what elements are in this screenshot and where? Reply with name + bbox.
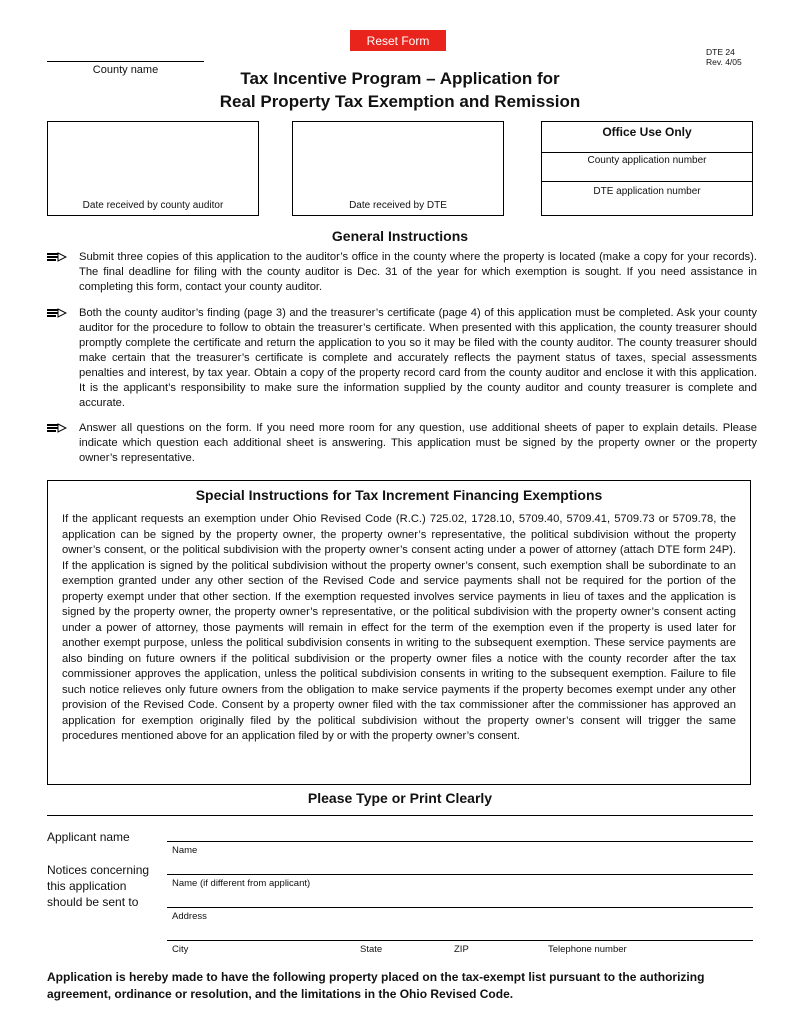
- form-code: DTE 24: [706, 47, 735, 57]
- pointing-hand-icon: [47, 252, 67, 262]
- notices-label: [47, 862, 149, 910]
- applicant-name-field[interactable]: [167, 841, 753, 842]
- pointing-hand-icon: [47, 423, 67, 433]
- closing-statement: Application is hereby made to have the following property placed on the tax-exempt list pursuant to the authorizing agreement, ordinance or resolution, and the limitations in the Ohio Revised Code.: [47, 970, 705, 1001]
- county-application-number-label: County application number: [587, 155, 707, 166]
- city-field-label: City: [172, 944, 189, 955]
- dte-application-number-label: DTE application number: [593, 186, 701, 197]
- instruction-text: Submit three copies of this application to the auditor’s office in the county where the property is located (make a copy for your records). The final deadline for filing with the county auditor is Dec. 31 of the year for which exemption is sought. If you need assistance in completing this form, contact your county auditor.: [79, 251, 757, 293]
- name-field-label: Name: [172, 845, 198, 856]
- instruction-item: [47, 250, 757, 295]
- instruction-text: Answer all questions on the form. If you need more room for any question, use additional sheets of paper to explain details. Please indicate which question each additional sheet is answering. This application must be signed by the property owner or the property owner’s representative.: [79, 422, 757, 464]
- section-divider: [47, 815, 753, 816]
- county-name-label: County name: [92, 64, 159, 76]
- instruction-item: [47, 306, 757, 411]
- title-line-2: Real Property Tax Exemption and Remission: [219, 92, 581, 111]
- special-instructions-box: [47, 480, 751, 785]
- notice-name-field[interactable]: [167, 874, 753, 875]
- date-received-dte-box[interactable]: [292, 121, 504, 216]
- city-state-zip-phone-field[interactable]: [167, 940, 753, 941]
- zip-field-label: ZIP: [454, 944, 469, 955]
- applicant-name-label: Applicant name: [47, 830, 130, 844]
- title-line-1: Tax Incentive Program – Application for: [240, 69, 560, 88]
- county-application-number-field[interactable]: [542, 152, 752, 182]
- special-instructions-title: Special Instructions for Tax Increment Financing Exemptions: [195, 487, 603, 503]
- notices-label-line: should be sent to: [47, 895, 139, 909]
- date-received-county-auditor-label: Date received by county auditor: [82, 200, 224, 211]
- form-revision: Rev. 4/05: [706, 57, 742, 67]
- date-received-county-auditor-box[interactable]: [47, 121, 259, 216]
- dte-application-number-field[interactable]: [542, 183, 752, 197]
- state-field-label: State: [360, 944, 383, 955]
- form-identifier: [706, 47, 742, 67]
- address-field-label: Address: [172, 911, 207, 922]
- county-name-field[interactable]: [47, 61, 204, 62]
- office-use-title: Office Use Only: [542, 122, 752, 153]
- special-instructions-body: If the applicant requests an exemption under Ohio Revised Code (R.C.) 725.02, 1728.10, 5709.40, 5709.41, 5709.73 or 5709.78, the application can be signed by the property owner, the property owner’s representative, the political subdivision without the property owner’s consent, or the political subdivision with the property owner’s consent acting under a power of attorney (attach DTE form 24P). If the application is signed by the political subdivision without the property owner’s consent, such exemption shall be subordinate to an exemption granted under any other section of the Revised Code and service payments shall not be required for the portion of the property exempt under that other section. If the exemption requested involves service payments in lieu of taxes and the application is signed by the property owner, the property owner’s representative, or the political subdivision with the property owner’s consent acting under a power of attorney, those payments will remain in effect for the term of the exemption even if the property is used later for another exempt purpose, unless the political subdivision consents in writing to the subsequent exemption. These service payments are also binding on future owners if the political subdivision or the property owner files a notice with the county recorder after the tax commissioner approves the application, unless the political subdivision consents in writing to the subsequent exemption. Failure to file such notice relieves only future owners from the obligation to make service payments if the property becomes exempt under any other provision of the Revised Code. Consent by a property owner filed with the tax commissioner after the commissioner has approved an application for exemption originally filed by the political subdivision without the property owner’s consent will trigger the same procedures mentioned above for an application filed by or with the property owner’s consent.: [62, 513, 736, 742]
- notices-label-line: this application: [47, 879, 127, 893]
- date-received-dte-label: Date received by DTE: [349, 200, 447, 211]
- notices-label-line: Notices concerning: [47, 863, 150, 877]
- pointing-hand-icon: [47, 308, 67, 318]
- telephone-field-label: Telephone number: [548, 944, 627, 955]
- address-field[interactable]: [167, 907, 753, 908]
- name-alt-field-label: Name (if different from applicant): [172, 878, 311, 889]
- office-use-box: [541, 121, 753, 216]
- page-title: [180, 67, 620, 113]
- general-instructions-title: General Instructions: [331, 228, 469, 244]
- reset-form-button[interactable]: Reset Form: [350, 30, 446, 51]
- instruction-item: [47, 421, 757, 466]
- instruction-text: Both the county auditor’s finding (page 3) and the treasurer’s certificate (page 4) of this application must be completed. Ask your county auditor for the procedure to follow to obtain the treasurer’s certificate. When presented with this application, the county treasurer should promptly complete the certificate and return the application to you so it may be filed with the county auditor. The county treasurer should make certain that the treasurer’s certificate is complete and accurately reflects the payment status of taxes, special assessments penalties and interest, by tax year. Obtain a copy of the property record card from the county auditor and enclose it with this application. It is the applicant’s responsibility to make sure the information supplied by the county auditor and county treasurer is complete and accurate.: [79, 307, 757, 409]
- print-clearly-title: Please Type or Print Clearly: [307, 790, 493, 806]
